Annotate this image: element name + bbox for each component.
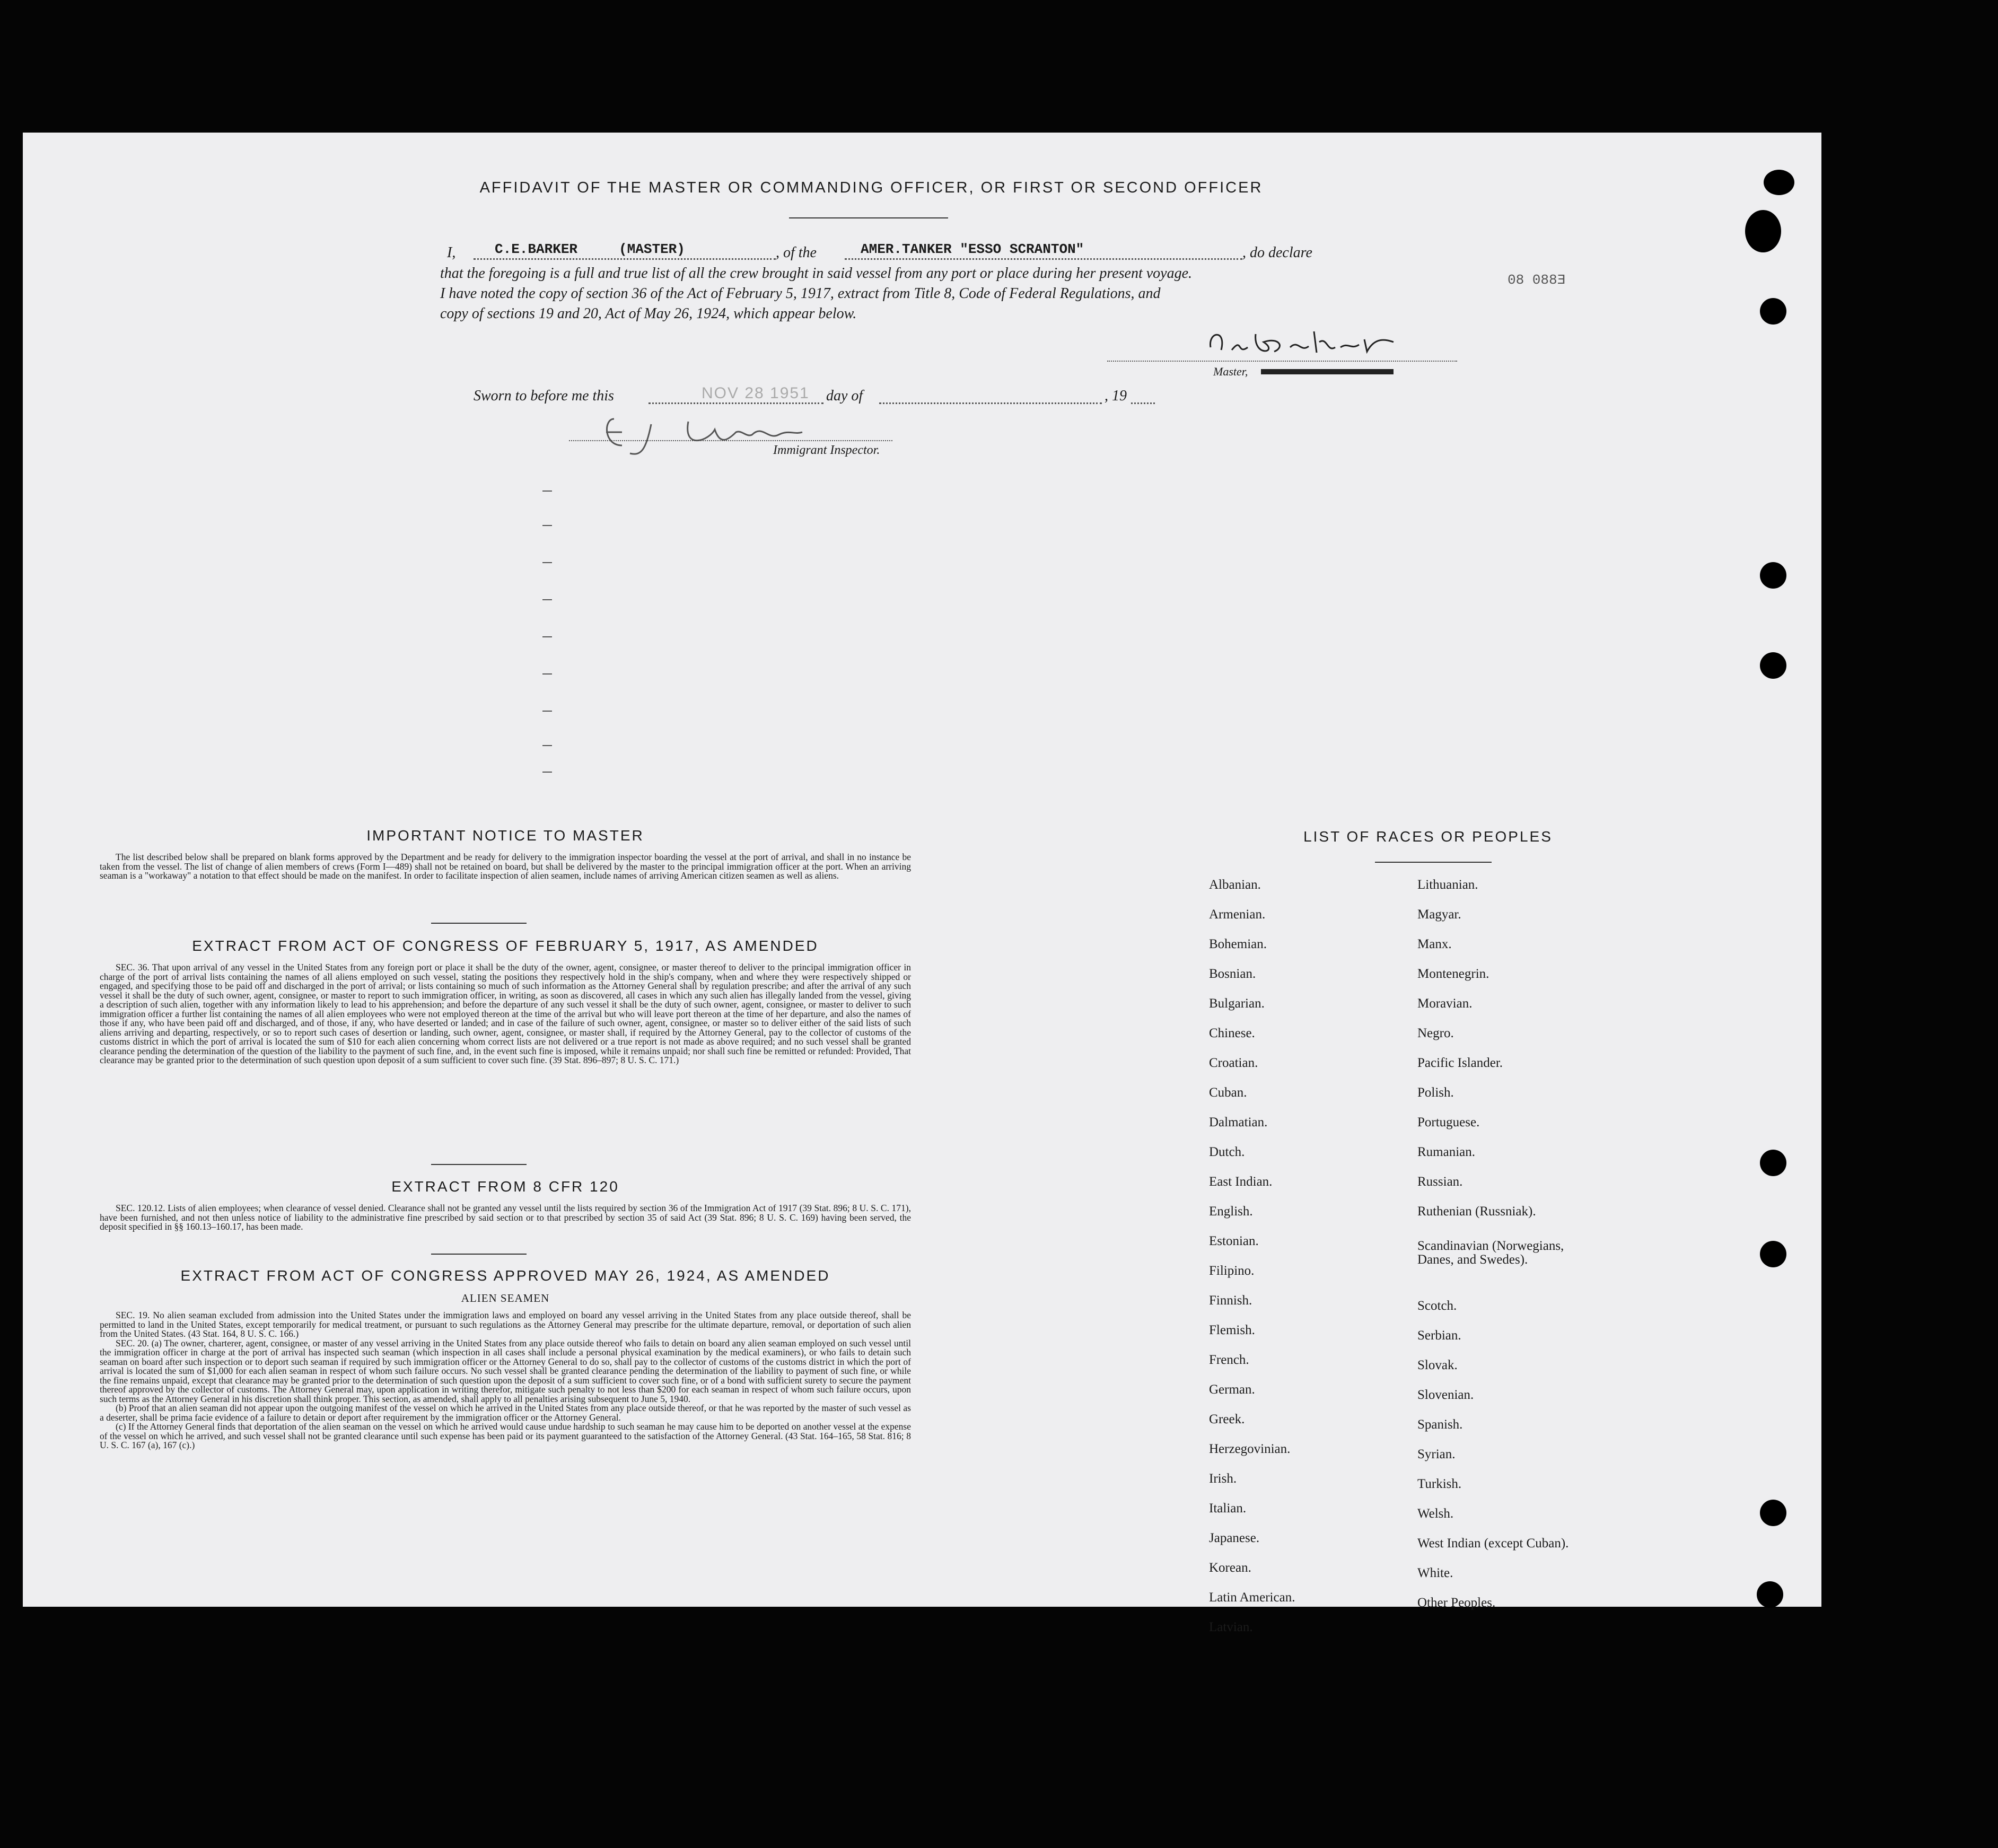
race-item: Cuban.	[1209, 1085, 1247, 1100]
master-signature	[1205, 326, 1412, 363]
extract-8cfr-text: SEC. 120.12. Lists of alien employees; when clearance of vessel denied. Clearance shall not be granted any vessel until the lists required by section 36 of the Immigration Act of 1917 (39 Stat. 896; 8 U. S. C. 171), have been furnished, and not then unless notice of liability to the administrative fine prescribed by said section or to that prescribed by section 35 of said Act (39 Stat. 896; 8 U. S. C. 169) having been served, the deposit specified in §§ 160.13–160.17, has been made.	[100, 1203, 911, 1232]
document-page	[23, 133, 1821, 1634]
of-the-label: , of the	[776, 244, 817, 261]
race-item: Chinese.	[1209, 1026, 1255, 1040]
race-item: Manx.	[1417, 937, 1452, 951]
races-left-column	[1209, 878, 1400, 1650]
race-item: Croatian.	[1209, 1056, 1258, 1070]
extract-1917-title: EXTRACT FROM ACT OF CONGRESS OF FEBRUARY 5, 1917, AS AMENDED	[192, 938, 819, 954]
race-item: Slovak.	[1417, 1358, 1458, 1372]
race-item: Syrian.	[1417, 1447, 1456, 1461]
races-title: LIST OF RACES OR PEOPLES	[1303, 828, 1553, 845]
i-label: I,	[447, 244, 456, 261]
punch-hole-icon	[1760, 1150, 1786, 1176]
race-item: Serbian.	[1417, 1328, 1461, 1343]
extract-1924-title: EXTRACT FROM ACT OF CONGRESS APPROVED MAY 26, 1924, AS AMENDED	[180, 1267, 830, 1284]
sworn-date-stamp: NOV 28 1951	[702, 384, 810, 402]
race-item: Dutch.	[1209, 1145, 1245, 1159]
race-item: Negro.	[1417, 1026, 1454, 1040]
punch-hole-icon	[1760, 1241, 1786, 1267]
punch-hole-icon	[1760, 1500, 1786, 1526]
race-item: Moravian.	[1417, 996, 1473, 1011]
punch-hole-icon	[1764, 170, 1794, 195]
affidavit-line-3: I have noted the copy of section 36 of the Act of February 5, 1917, extract from Title 8, Code of Federal Regulations, and	[440, 285, 1161, 302]
notice-text: The list described below shall be prepared on blank forms approved by the Department and be ready for delivery to the immigration inspector boarding the vessel at the port of arrival, and shall in no instance be taken from the vessel. The list of change of alien members of crews (Form I—489) shall not be retained on board, but shall be delivered by the master to the principal immigration officer at the port. When an arriving seaman is a "workaway" a notation to that effect should be made on the manifest. In order to facilitate inspection of alien seamen, include names of arriving American citizen seamen as well as aliens.	[100, 852, 911, 881]
race-item	[1417, 1269, 1640, 1299]
race-item: Bosnian.	[1209, 967, 1256, 981]
races-right-column	[1417, 878, 1640, 1625]
race-item: Latin American.	[1209, 1590, 1295, 1605]
race-item: Korean.	[1209, 1561, 1251, 1575]
race-item: Scotch.	[1417, 1299, 1457, 1313]
extract-8cfr-title: EXTRACT FROM 8 CFR 120	[391, 1178, 619, 1195]
race-item: Japanese.	[1209, 1531, 1260, 1545]
race-item: Bohemian.	[1209, 937, 1267, 951]
punch-hole-icon	[1760, 652, 1786, 679]
sworn-label: Sworn to before me this	[474, 388, 614, 404]
race-item: Flemish.	[1209, 1323, 1255, 1337]
punch-hole-icon	[1745, 210, 1781, 252]
race-item: West Indian (except Cuban).	[1417, 1536, 1569, 1551]
race-item: Russian.	[1417, 1175, 1463, 1189]
race-item: Slovenian.	[1417, 1388, 1474, 1402]
affidavit-title: AFFIDAVIT OF THE MASTER OR COMMANDING OFFICER, OR FIRST OR SECOND OFFICER	[479, 179, 1263, 196]
race-item: Filipino.	[1209, 1264, 1255, 1278]
race-item: Herzegovinian.	[1209, 1442, 1291, 1456]
race-item: Albanian.	[1209, 878, 1261, 892]
extract-1917-text: SEC. 36. That upon arrival of any vessel in the United States from any foreign port or place it shall be the duty of the owner, agent, consignee, or master thereof to deliver to the principal immigration officer in charge of the port of arrival lists containing the names of all aliens employed on such vessel, stating the positions they respectively hold in the ship's company, when and where they were respectively shipped or engaged, and specifying those to be paid off and discharged in the port of arrival; or lists containing so much of such information as the Attorney General shall by regulation prescribe; and after the arrival of any such vessel it shall be the duty of such owner, agent, consignee, or master to report to such immigration officer, in writing, as soon as discovered, all cases in which any such alien has illegally landed from the vessel, giving a description of such alien, together with any information likely to lead to his apprehension; and before the departure of any such vessel it shall be the duty of such owner, agent, consignee, or master to deliver to such immigration officer a further list containing the names of all alien employees who were not employed thereon at the time of the arrival but who will leave port thereon at the time of her departure, and also the names of those if any, who have been paid off and discharged, and of those, if any, who have deserted or landed; and in case of the failure of such owner, agent, consignee, or master so to deliver either of the said lists of such aliens arriving and departing, respectively, or so to report such cases of desertion or landing, such owner, agent, consignee, or master shall, if required by the Attorney General, pay to the collector of customs of the customs district in which the port of arrival is located the sum of $10 for each alien concerning whom correct lists are not delivered or a true report is not made as above required; and no such vessel shall be granted clearance pending the determination of the question of the liability to the payment of such fine, and, in the event such fine is imposed, while it remains unpaid; nor shall such fine be remitted or refunded: Provided, That clearance may be granted prior to the determination of such question upon deposit of a sum sufficient to cover such fine. (39 Stat. 896–897; 8 U. S. C. 171.)	[100, 962, 911, 1065]
race-item: Spanish.	[1417, 1417, 1463, 1432]
title-rule	[789, 217, 948, 218]
race-item: English.	[1209, 1204, 1253, 1219]
extract-1924-subtitle: ALIEN SEAMEN	[461, 1292, 550, 1304]
do-declare-label: , do declare	[1242, 244, 1312, 261]
race-item: German.	[1209, 1382, 1255, 1397]
race-item: Bulgarian.	[1209, 996, 1265, 1011]
affidavit-line-1	[436, 241, 1343, 262]
race-item: Armenian.	[1209, 907, 1266, 922]
race-item: Estonian.	[1209, 1234, 1259, 1248]
notice-title: IMPORTANT NOTICE TO MASTER	[366, 827, 644, 844]
race-item: Turkish.	[1417, 1477, 1462, 1491]
race-item: White.	[1417, 1566, 1453, 1580]
race-item: Pacific Islander.	[1417, 1056, 1503, 1070]
race-item: Rumanian.	[1417, 1145, 1476, 1159]
race-item: East Indian.	[1209, 1175, 1273, 1189]
master-label: Master,	[1213, 365, 1248, 378]
extract-1924-text: SEC. 19. No alien seaman excluded from admission into the United States under the immigration laws and employed on board any vessel arriving in the United States from any place outside thereof, shall be permitted to land in the United States, except temporarily for medical treatment, or pursuant to such regulations as the Attorney General may prescribe for the ultimate departure, removal, or deportation of such alien from the United States. (43 Stat. 164, 8 U. S. C. 166.) SEC. 20. (a) The owner, charterer, agent, consignee, or master of any vessel arriving in the United States from any place outside thereof who fails to detain on board any alien seaman employed on such vessel until the immigration officer in charge at the port of arrival has inspected such seaman (which inspection in all cases shall include a personal physical examination by the medical examiners), or who fails to detain such seaman on board after such inspection or to deport such seaman if required by such immigration officer or the Attorney General to do so, shall pay to the collector of customs of the customs district in which the port of arrival is located the sum of $1,000 for each alien seaman in respect of whom such failure occurs. No such vessel shall be granted clearance pending the determination of the liability to payment of such fine, or while the fine remains unpaid, except that clearance may be granted prior to the determination of such question upon the deposit of a sum sufficient to cover such fine, or of a bond with sufficient surety to secure the payment thereof approved by the collector of customs. The Attorney General may, upon application in writing therefor, mitigate such penalty to not less than $200 for each seaman in respect of whom such failure occurs, upon such terms as the Attorney General in his discretion shall think proper. This section, as amended, shall apply to all penalties arising subsequent to June 5, 1940. (b) Proof that an alien seaman did not appear upon the outgoing manifest of the vessel on which he arrived in the United States from any place outside thereof, or that he was reported by the master of such vessel as a deserter, shall be prima facie evidence of a failure to detain or deport after requirement by the immigration officer or the Attorney General. (c) If the Attorney General finds that deportation of the alien seaman on the vessel on which he arrived would cause undue hardship to such seaman he may cause him to be deported on another vessel at the expense of the vessel on which he arrived, and such vessel shall not be granted clearance until such expense has been paid or its payment guaranteed to the satisfaction of the Attorney General. (43 Stat. 164–165, 58 Stat. 816; 8 U. S. C. 167 (a), 167 (c).)	[100, 1310, 911, 1450]
vessel-name: AMER.TANKER "ESSO SCRANTON"	[861, 241, 1084, 257]
race-item: Finnish.	[1209, 1293, 1252, 1308]
inspector-label: Immigrant Inspector.	[773, 443, 880, 457]
race-item: Welsh.	[1417, 1507, 1454, 1521]
margin-number: E880 80	[1508, 272, 1566, 288]
race-item: Montenegrin.	[1417, 967, 1489, 981]
race-item: Other Peoples.	[1417, 1596, 1496, 1610]
punch-hole-icon	[1757, 1581, 1783, 1608]
race-item: Lithuanian.	[1417, 878, 1478, 892]
day-of-label: day of	[826, 388, 863, 404]
race-item: Italian.	[1209, 1501, 1247, 1516]
race-item: Magyar.	[1417, 907, 1461, 922]
race-item: Dalmatian.	[1209, 1115, 1268, 1129]
race-item: Latvian.	[1209, 1620, 1253, 1634]
race-item: Polish.	[1417, 1085, 1454, 1100]
master-name: C.E.BARKER (MASTER)	[495, 241, 685, 257]
strikeout-officer-text	[1261, 369, 1394, 374]
race-item: Portuguese.	[1417, 1115, 1480, 1129]
race-item: Ruthenian (Russniak).	[1417, 1204, 1536, 1219]
affidavit-line-2: that the foregoing is a full and true list of all the crew brought in said vessel from any port or place during her present voyage.	[440, 265, 1193, 282]
sworn-line	[474, 384, 1269, 407]
punch-hole-icon	[1760, 562, 1786, 589]
race-item: French.	[1209, 1353, 1249, 1367]
year-label: , 19	[1105, 388, 1127, 404]
race-item: Greek.	[1209, 1412, 1245, 1426]
race-item: Scandinavian (Norwegians, Danes, and Swedes).	[1417, 1239, 1564, 1267]
affidavit-line-4: copy of sections 19 and 20, Act of May 26, 1924, which appear below.	[440, 305, 857, 322]
race-item: Irish.	[1209, 1472, 1237, 1486]
punch-hole-icon	[1760, 298, 1786, 325]
